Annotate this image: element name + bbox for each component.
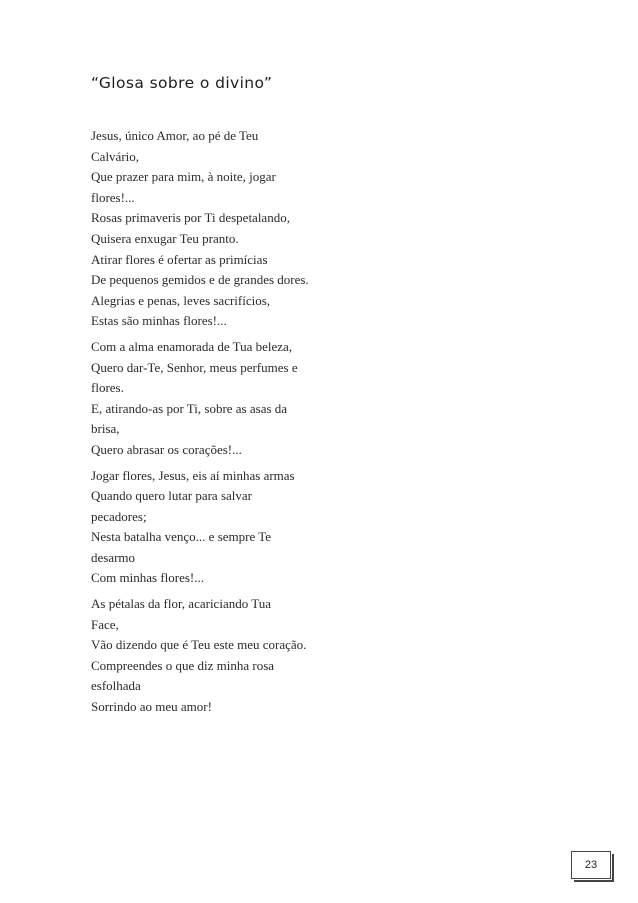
stanza-4: [91, 594, 351, 718]
poem-line: Calvário,: [91, 148, 140, 164]
poem-line: Quando quero lutar para salvar: [91, 488, 252, 504]
poem-line: Quero dar-Te, Senhor, meus perfumes e: [91, 359, 298, 375]
poem-line: desarmo: [91, 549, 136, 565]
poem-line: Vão dizendo que é Teu este meu coração.: [91, 637, 307, 653]
poem-line: flores.: [91, 380, 124, 396]
poem-line: esfolhada: [91, 678, 141, 694]
page-number-box: [571, 851, 611, 879]
poem-line: As pétalas da flor, acariciando Tua: [91, 596, 271, 612]
poem-line: Que prazer para mim, à noite, jogar: [91, 169, 276, 185]
page-number: 23: [584, 859, 598, 871]
poem-line: Sorrindo ao meu amor!: [91, 699, 212, 715]
poem-line: De pequenos gemidos e de grandes dores.: [91, 272, 309, 288]
poem-line: E, atirando-as por Ti, sobre as asas da: [91, 400, 288, 416]
poem-line: Face,: [91, 616, 119, 632]
poem-line: pecadores;: [91, 508, 147, 524]
poem-line: Jogar flores, Jesus, eis aí minhas armas: [91, 467, 295, 483]
poem-line: Estas são minhas flores!...: [91, 313, 227, 329]
poem-line: Nesta batalha venço... e sempre Te: [91, 529, 272, 545]
poem-line: brisa,: [91, 421, 120, 437]
stanza-3: [91, 466, 351, 590]
poem-line: Compreendes o que diz minha rosa: [91, 657, 275, 673]
poem-line: flores!...: [91, 189, 135, 205]
stanza-2: [91, 337, 351, 461]
poem-line: Jesus, único Amor, ao pé de Teu: [91, 128, 259, 143]
poem-body: [91, 126, 351, 723]
poem-line: Alegrias e penas, leves sacrifícios,: [91, 292, 271, 308]
poem-line: Com a alma enamorada de Tua beleza,: [91, 338, 293, 354]
poem-line: Rosas primaveris por Ti despetalando,: [91, 210, 290, 226]
stanza-1: [91, 126, 351, 332]
poem-line: Com minhas flores!...: [91, 570, 205, 586]
poem-line: Quero abrasar os corações!...: [91, 441, 242, 457]
poem-line: Quisera enxugar Teu pranto.: [91, 230, 239, 246]
page-title: “Glosa sobre o divino”: [91, 74, 273, 92]
poem-line: Atirar flores é ofertar as primícias: [91, 251, 268, 267]
